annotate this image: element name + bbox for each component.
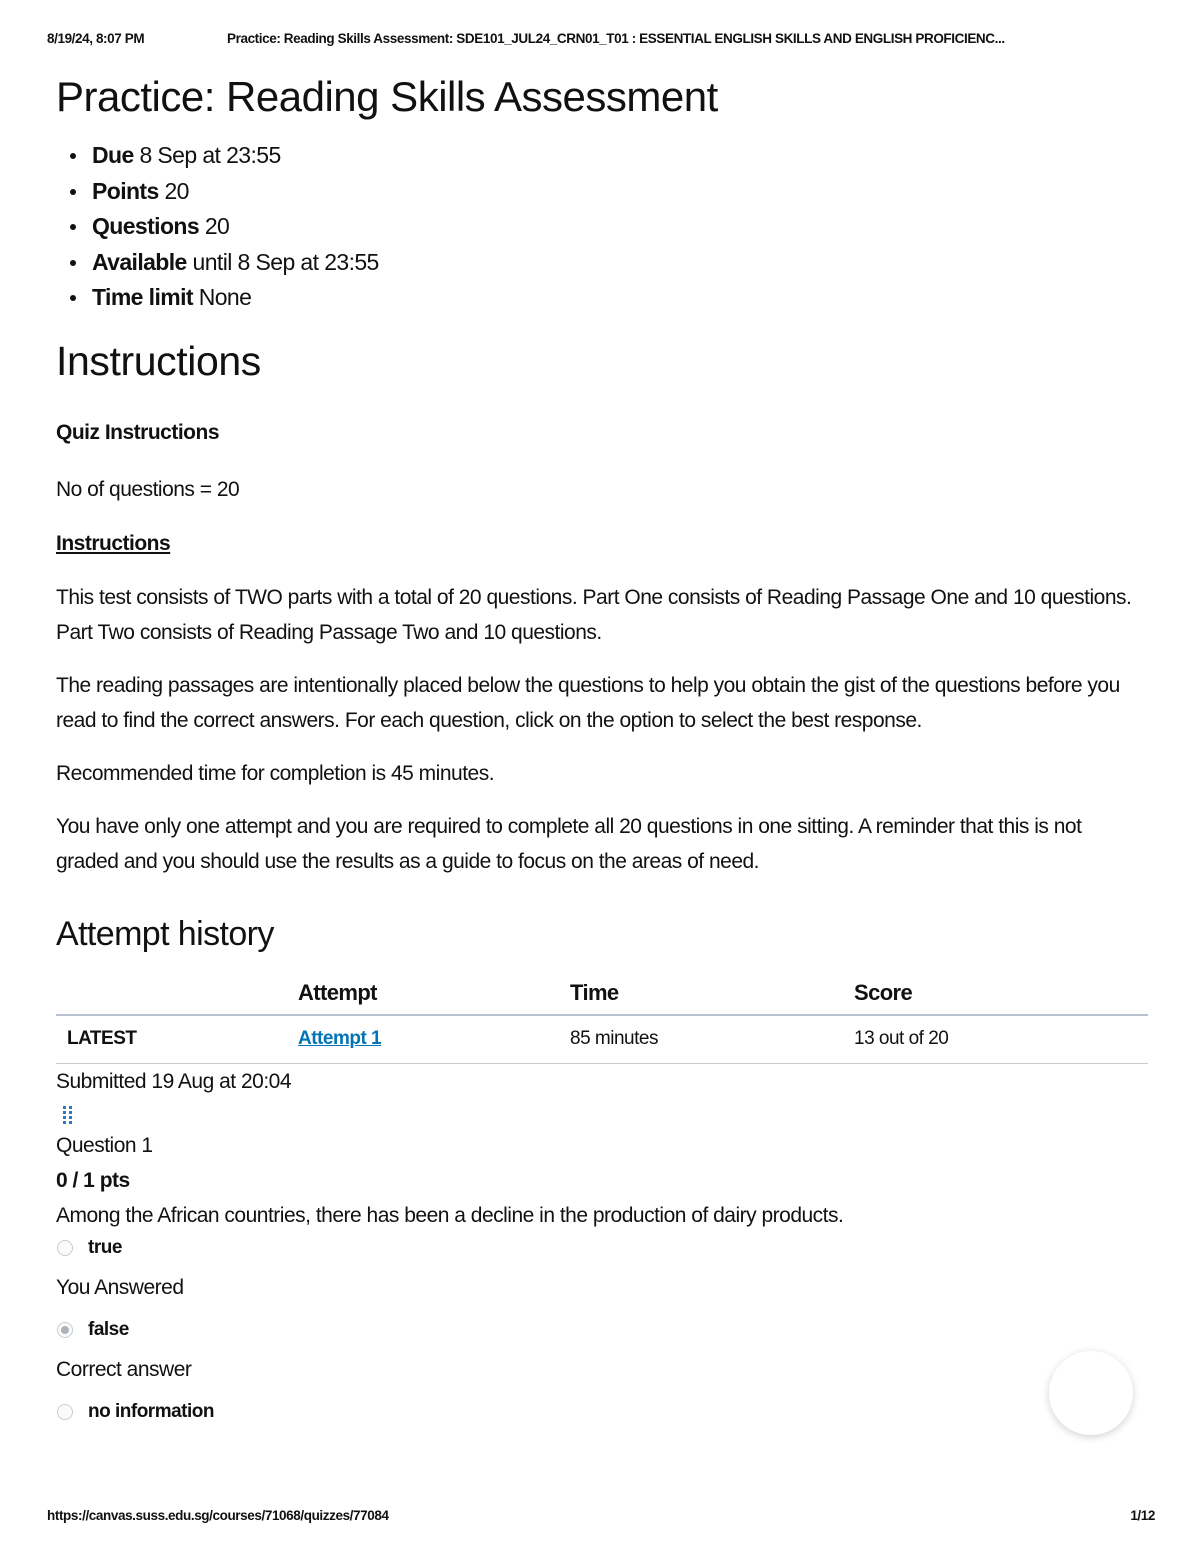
instructions-heading: Instructions [56,337,261,384]
meta-label: Time limit [92,284,193,310]
print-page-number: 1/12 [1130,1508,1155,1523]
page-title: Practice: Reading Skills Assessment [56,73,718,120]
attempt-cell [298,1015,570,1064]
print-footer [47,1508,1155,1528]
floating-action-button[interactable] [1049,1351,1133,1435]
meta-points [92,174,1148,210]
meta-label: Available [92,248,187,275]
attempt-history-table [56,972,1148,1064]
instructions-paragraph: You have only one attempt and you are required to complete all 20 questions in one sitting. A reminder that this is not graded and you should use the results as a guide to focus on the areas of need. [56,814,1082,873]
question-drag-handle[interactable] [56,1103,1148,1127]
radio-button-selected[interactable] [57,1322,73,1338]
correct-answer-label: Correct answer [56,1357,192,1381]
quiz-meta-list [56,138,1148,316]
print-url: https://canvas.suss.edu.sg/courses/71068/quizzes/77084 [47,1508,389,1523]
quiz-instructions-title: Quiz Instructions [56,420,220,444]
num-questions-text: No of questions = 20 [56,477,240,501]
print-date: 8/19/24, 8:07 PM [47,31,145,46]
meta-value: 20 [164,177,189,204]
table-header-row [56,972,1148,1015]
meta-label: Due [92,142,134,168]
column-header-status [56,972,298,1015]
print-header [47,31,1155,51]
answer-option-no-information[interactable] [56,1397,1148,1437]
meta-questions [92,209,1148,245]
column-header-time: Time [570,972,854,1015]
question-points: 0 / 1 pts [56,1168,130,1192]
instructions-paragraph: The reading passages are intentionally placed below the questions to help you obtain the gist of the questions before you read to find the correct answers. For each question, click on the option to select the best response. [56,673,1120,732]
meta-label: Points [92,177,159,204]
answer-option-true[interactable] [56,1233,1148,1273]
you-answered-label: You Answered [56,1275,184,1299]
meta-available [92,245,1148,281]
meta-due [92,138,1148,174]
attempt-status: LATEST [56,1015,298,1064]
radio-button[interactable] [57,1240,73,1256]
column-header-attempt: Attempt [298,972,570,1015]
meta-value: None [198,284,252,310]
column-header-score: Score [854,972,1148,1015]
answer-text: no information [88,1400,214,1422]
meta-value: until 8 Sep at 23:55 [192,248,379,275]
question-title: Question 1 [56,1133,153,1157]
attempt-link[interactable]: Attempt 1 [298,1028,382,1049]
table-row [56,1015,1148,1064]
question-text: Among the African countries, there has been a decline in the production of dairy products. [56,1203,844,1227]
print-title: Practice: Reading Skills Assessment: SDE101_JUL24_CRN01_T01 : ESSENTIAL ENGLISH SKILLS AND ENGLISH PROFICIENC... [227,31,1005,46]
meta-time-limit [92,280,1148,316]
meta-value: 20 [204,213,230,239]
submitted-text: Submitted 19 Aug at 20:04 [56,1069,292,1093]
attempt-history-heading: Attempt history [56,914,274,953]
attempt-score: 13 out of 20 [854,1015,1148,1064]
instructions-paragraph: Recommended time for completion is 45 minutes. [56,761,495,785]
answer-text: true [88,1236,122,1258]
radio-button[interactable] [57,1404,73,1420]
meta-value: 8 Sep at 23:55 [139,142,281,168]
meta-label: Questions [92,213,200,239]
instructions-paragraph: This test consists of TWO parts with a total of 20 questions. Part One consists of Reading Passage One and 10 questions. Part Two consists of Reading Passage Two and 10 questions. [56,585,1132,644]
answer-text: false [88,1318,129,1340]
attempt-time: 85 minutes [570,1015,854,1064]
quiz-content [56,72,1148,1437]
drag-handle-icon [62,1105,74,1125]
answer-option-false[interactable] [56,1315,1148,1355]
instructions-subheading: Instructions [56,531,171,555]
